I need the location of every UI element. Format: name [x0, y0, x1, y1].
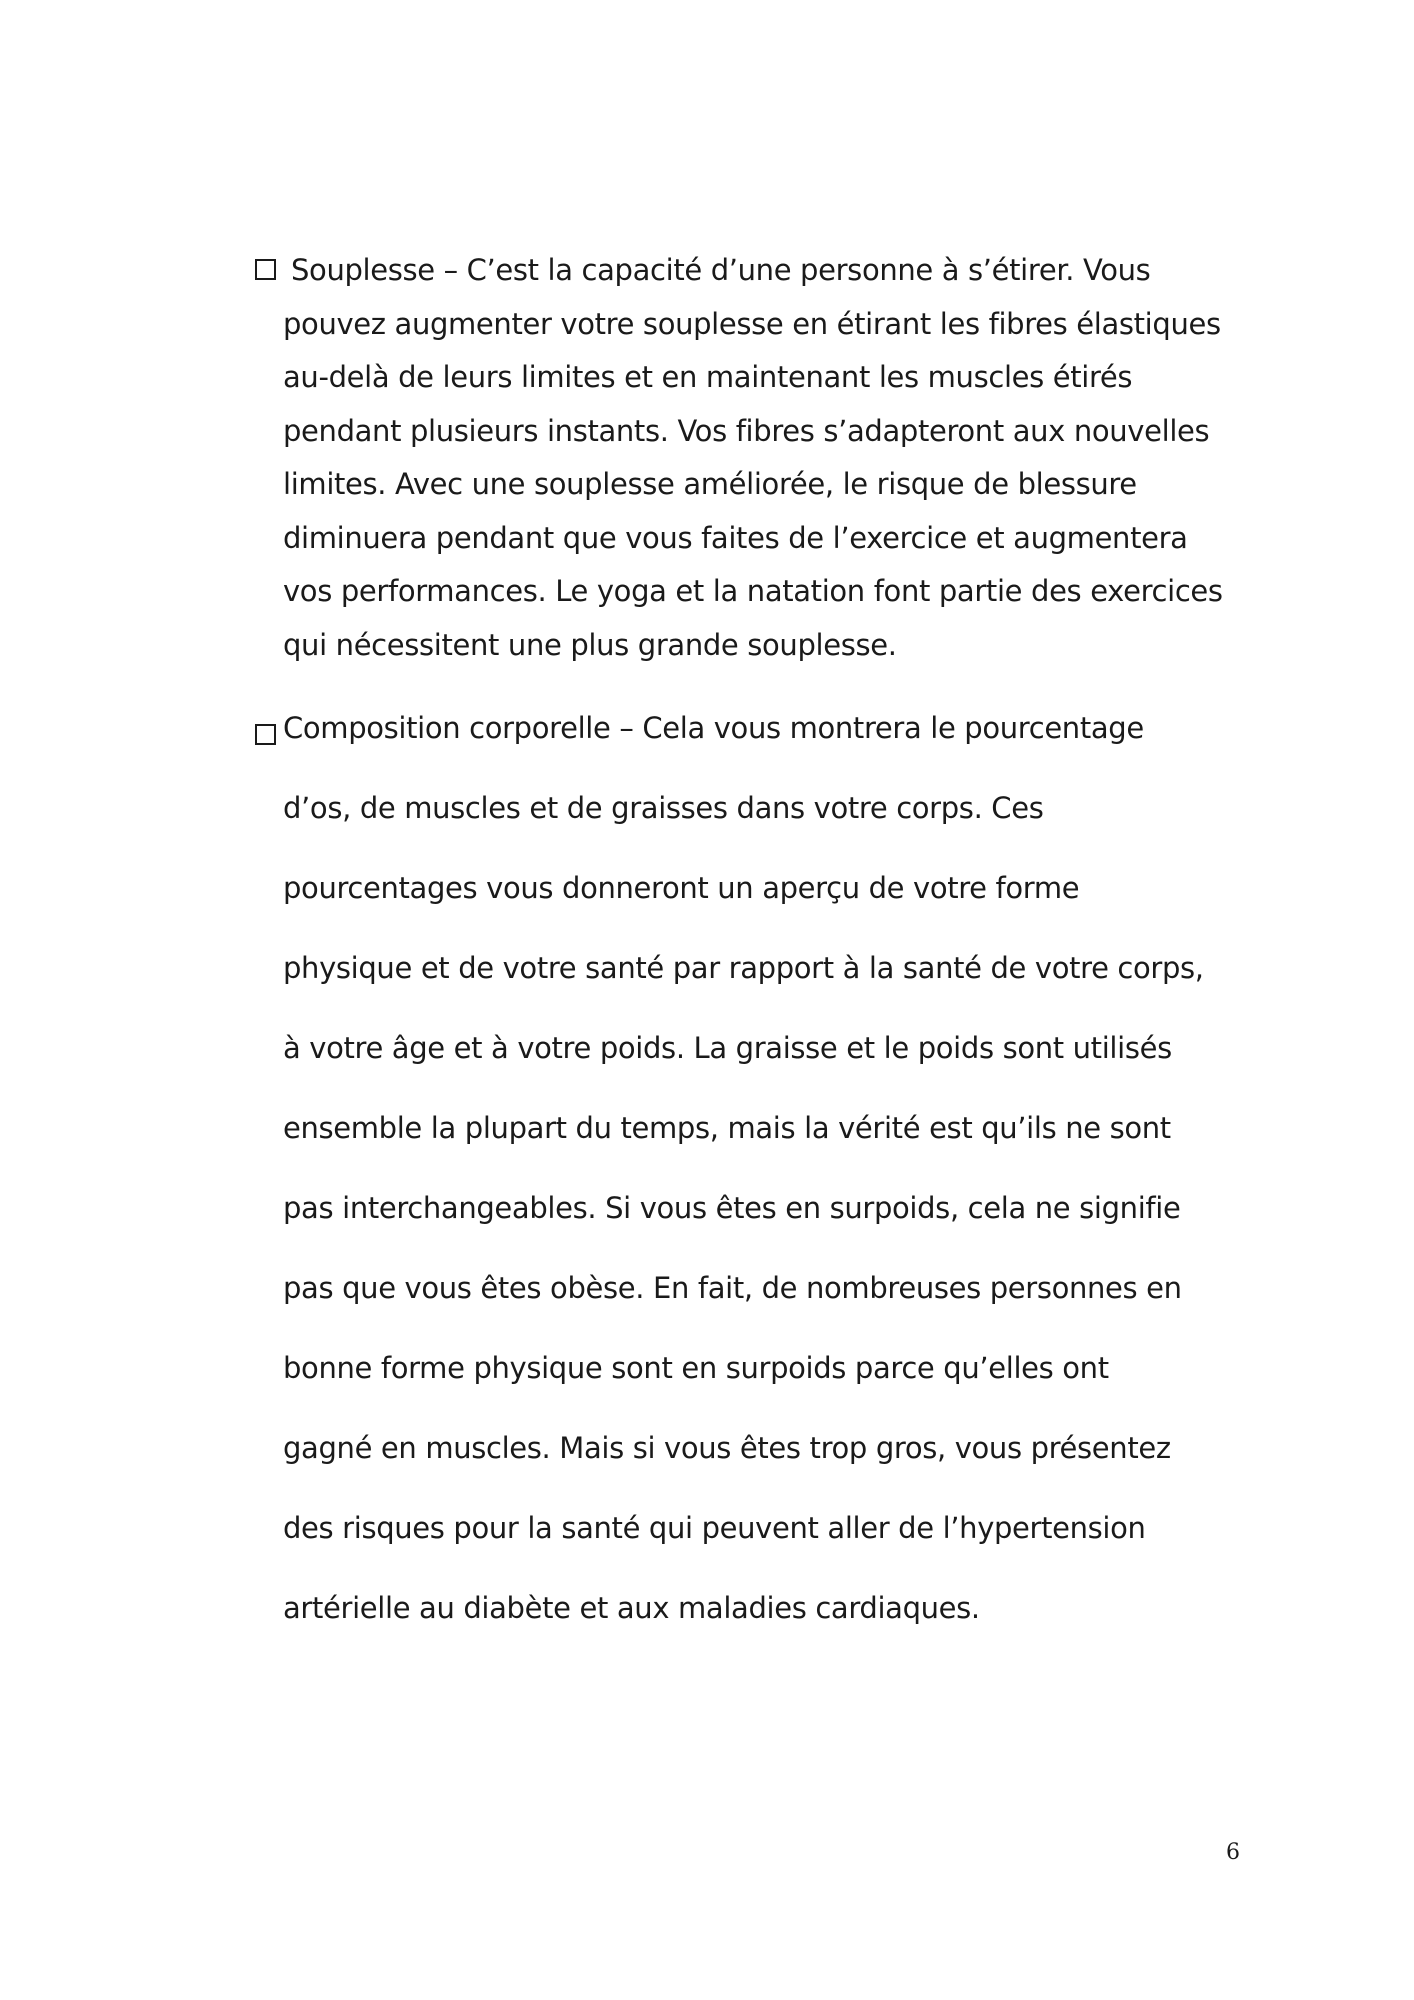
- text-line: ensemble la plupart du temps, mais la vérité est qu’ils ne sont: [283, 1111, 1171, 1145]
- text-line: Composition corporelle – Cela vous montrera le pourcentage: [283, 711, 1144, 745]
- text-line: physique et de votre santé par rapport à la santé de votre corps,: [283, 951, 1204, 985]
- text-line: diminuera pendant que vous faites de l’exercice et augmentera: [283, 520, 1188, 555]
- text-line: gagné en muscles. Mais si vous êtes trop gros, vous présentez: [283, 1431, 1171, 1465]
- text-line: Souplesse – C’est la capacité d’une personne à s’étirer. Vous: [291, 253, 1151, 287]
- text-line: au-delà de leurs limites et en maintenant les muscles étirés: [283, 360, 1133, 394]
- text-line: qui nécessitent une plus grande souplesse.: [283, 627, 897, 662]
- text-line: limites. Avec une souplesse améliorée, le risque de blessure: [283, 467, 1137, 501]
- text-line: pas interchangeables. Si vous êtes en surpoids, cela ne signifie: [283, 1191, 1181, 1225]
- text-line: des risques pour la santé qui peuvent aller de l’hypertension: [283, 1511, 1146, 1545]
- text-line: pouvez augmenter votre souplesse en étirant les fibres élastiques: [283, 306, 1221, 341]
- text-line: d’os, de muscles et de graisses dans votre corps. Ces: [283, 791, 1044, 825]
- text-line: bonne forme physique sont en surpoids parce qu’elles ont: [283, 1351, 1109, 1385]
- page-number: 6: [1226, 1840, 1240, 1865]
- bullet-item-text: [283, 244, 1223, 672]
- text-line: à votre âge et à votre poids. La graisse et le poids sont utilisés: [283, 1031, 1172, 1065]
- checkbox-bullet-icon: [255, 724, 276, 745]
- checkbox-bullet-icon: [255, 259, 276, 280]
- text-line: artérielle au diabète et aux maladies cardiaques.: [283, 1591, 980, 1625]
- bullet-item-text: [283, 688, 1204, 1648]
- text-line: vos performances. Le yoga et la natation font partie des exercices: [283, 574, 1223, 608]
- text-line: pourcentages vous donneront un aperçu de votre forme: [283, 871, 1080, 905]
- text-line: pas que vous êtes obèse. En fait, de nombreuses personnes en: [283, 1271, 1182, 1305]
- text-line: pendant plusieurs instants. Vos fibres s’adapteront aux nouvelles: [283, 413, 1210, 448]
